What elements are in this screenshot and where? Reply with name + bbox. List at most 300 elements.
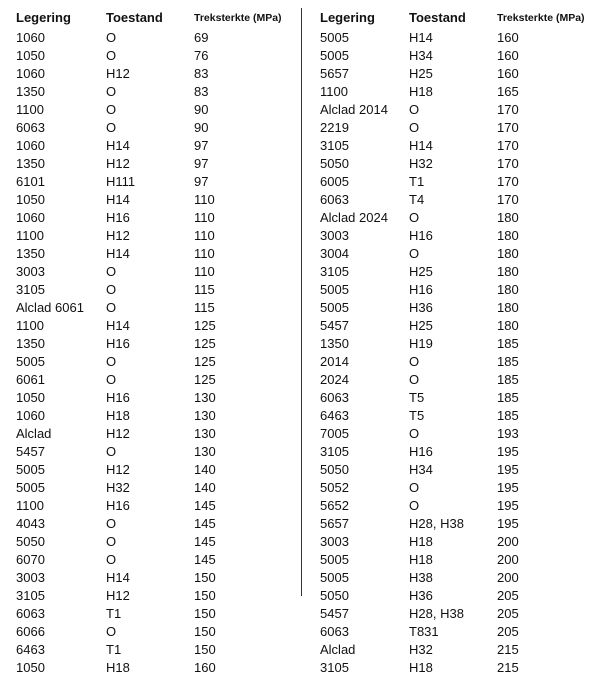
temper-cell: O	[106, 372, 117, 387]
alloy-cell: 6070	[16, 552, 45, 567]
alloy-cell: 1060	[16, 30, 45, 45]
table-row	[16, 173, 286, 191]
alloy-cell: Alclad 6061	[16, 300, 84, 315]
temper-cell: O	[106, 624, 117, 639]
alloy-cell: 5457	[16, 444, 45, 459]
strength-cell: 150	[194, 642, 216, 657]
alloy-cell: Alclad 2024	[320, 210, 388, 225]
alloy-cell: 7005	[320, 426, 349, 441]
alloy-cell: 1060	[16, 66, 45, 81]
alloy-cell: 6101	[16, 174, 45, 189]
temper-cell: H18	[409, 552, 433, 567]
alloy-cell: 1350	[16, 156, 45, 171]
temper-cell: H16	[409, 282, 433, 297]
alloy-cell: Alclad 2014	[320, 102, 388, 117]
alloy-cell: 1060	[16, 210, 45, 225]
table-row	[16, 65, 286, 83]
strength-cell: 145	[194, 516, 216, 531]
table-row	[320, 515, 592, 533]
alloy-cell: 5005	[320, 30, 349, 45]
table-row	[320, 371, 592, 389]
alloy-cell: 1050	[16, 390, 45, 405]
table-row	[320, 29, 592, 47]
temper-cell: H18	[409, 660, 433, 675]
table-row	[320, 119, 592, 137]
table-row	[16, 281, 286, 299]
temper-cell: O	[409, 246, 420, 261]
table-row	[320, 551, 592, 569]
strength-cell: 83	[194, 84, 209, 99]
table-row	[16, 83, 286, 101]
alloy-cell: 5050	[16, 534, 45, 549]
table-row	[16, 119, 286, 137]
temper-cell: H14	[409, 30, 433, 45]
table-row	[320, 47, 592, 65]
strength-cell: 170	[497, 174, 519, 189]
temper-cell: O	[409, 210, 420, 225]
temper-cell: O	[409, 372, 420, 387]
alloy-cell: 1060	[16, 138, 45, 153]
strength-cell: 110	[194, 192, 215, 207]
temper-cell: O	[409, 426, 420, 441]
strength-cell: 193	[497, 426, 519, 441]
table-row	[320, 623, 592, 641]
alloy-cell: 6063	[16, 120, 45, 135]
alloy-cell: 6066	[16, 624, 45, 639]
strength-cell: 205	[497, 624, 519, 639]
alloy-cell: 3004	[320, 246, 349, 261]
strength-cell: 185	[497, 372, 519, 387]
alloy-cell: 1100	[16, 102, 44, 117]
temper-cell: O	[409, 480, 420, 495]
table-row	[320, 245, 592, 263]
temper-cell: H25	[409, 66, 433, 81]
table-row	[16, 461, 286, 479]
alloy-cell: 2024	[320, 372, 349, 387]
temper-cell: H18	[409, 534, 433, 549]
temper-cell: H36	[409, 300, 433, 315]
temper-cell: H16	[106, 498, 130, 513]
alloy-cell: 3003	[16, 570, 45, 585]
temper-cell: T1	[106, 642, 122, 657]
strength-cell: 83	[194, 66, 209, 81]
table-row	[16, 353, 286, 371]
table-row	[16, 47, 286, 65]
table-row	[16, 569, 286, 587]
temper-cell: O	[106, 102, 117, 117]
header-row	[16, 9, 286, 29]
temper-cell: H14	[106, 318, 130, 333]
temper-cell: T1	[106, 606, 122, 621]
alloy-cell: 3105	[320, 138, 349, 153]
strength-cell: 180	[497, 228, 519, 243]
table-row	[16, 623, 286, 641]
temper-cell: O	[409, 498, 420, 513]
strength-cell: 115	[194, 300, 215, 315]
alloy-cell: 6063	[320, 192, 349, 207]
alloy-cell: 5050	[320, 462, 349, 477]
table-row	[16, 515, 286, 533]
table-row	[16, 317, 286, 335]
temper-cell: H34	[409, 462, 433, 477]
alloy-cell: 2014	[320, 354, 349, 369]
strength-cell: 69	[194, 30, 209, 45]
strength-cell: 97	[194, 174, 209, 189]
alloy-cell: 1100	[16, 228, 44, 243]
alloy-cell: 6463	[16, 642, 45, 657]
alloy-cell: 3105	[16, 588, 45, 603]
table-row	[320, 641, 592, 659]
alloy-cell: 1100	[16, 498, 44, 513]
strength-cell: 140	[194, 480, 216, 495]
table-row	[16, 209, 286, 227]
strength-cell: 145	[194, 498, 216, 513]
strength-cell: 200	[497, 534, 519, 549]
strength-cell: 150	[194, 570, 216, 585]
alloy-cell: 2219	[320, 120, 349, 135]
table-row	[16, 407, 286, 425]
alloy-cell: 3105	[320, 264, 349, 279]
table-row	[320, 299, 592, 317]
strength-cell: 180	[497, 318, 519, 333]
table-row	[16, 137, 286, 155]
strength-cell: 180	[497, 282, 519, 297]
table-row	[320, 659, 592, 677]
table-row	[320, 173, 592, 191]
temper-cell: H16	[106, 210, 130, 225]
right-rows	[320, 29, 592, 677]
temper-cell: T5	[409, 408, 425, 423]
strength-cell: 180	[497, 246, 519, 261]
strength-cell: 205	[497, 606, 519, 621]
strength-cell: 110	[194, 264, 215, 279]
strength-cell: 165	[497, 84, 519, 99]
table-row	[320, 461, 592, 479]
strength-cell: 160	[497, 30, 519, 45]
table-row	[320, 155, 592, 173]
table-row	[16, 587, 286, 605]
table-row	[16, 605, 286, 623]
table-row	[16, 497, 286, 515]
header-temper: Toestand	[106, 10, 163, 25]
alloy-cell: 5005	[320, 300, 349, 315]
header-row	[320, 9, 592, 29]
strength-cell: 170	[497, 102, 519, 117]
table-row	[16, 443, 286, 461]
alloy-cell: 6061	[16, 372, 45, 387]
strength-cell: 130	[194, 408, 216, 423]
table-row	[320, 479, 592, 497]
temper-cell: H16	[106, 336, 130, 351]
temper-cell: H12	[106, 156, 130, 171]
temper-cell: T5	[409, 390, 425, 405]
alloy-cell: 5052	[320, 480, 349, 495]
strength-cell: 215	[497, 660, 519, 675]
alloy-cell: 1100	[16, 318, 44, 333]
alloy-cell: 3003	[320, 534, 349, 549]
table-row	[320, 281, 592, 299]
table-row	[16, 155, 286, 173]
table-row	[320, 425, 592, 443]
strength-cell: 195	[497, 444, 519, 459]
strength-cell: 195	[497, 516, 519, 531]
alloy-cell: 5005	[16, 354, 45, 369]
table-row	[320, 209, 592, 227]
temper-cell: H34	[409, 48, 433, 63]
strength-cell: 170	[497, 138, 519, 153]
temper-cell: H12	[106, 462, 130, 477]
table-row	[16, 191, 286, 209]
strength-cell: 195	[497, 480, 519, 495]
alloy-cell: 3003	[320, 228, 349, 243]
alloy-cell: 1050	[16, 192, 45, 207]
column-divider	[301, 8, 302, 596]
temper-cell: H18	[106, 660, 130, 675]
alloy-cell: 1050	[16, 660, 45, 675]
strength-cell: 185	[497, 390, 519, 405]
strength-cell: 125	[194, 336, 216, 351]
alloy-cell: 1050	[16, 48, 45, 63]
table-row	[320, 335, 592, 353]
strength-cell: 125	[194, 372, 216, 387]
temper-cell: O	[106, 84, 117, 99]
strength-cell: 150	[194, 624, 216, 639]
strength-cell: 160	[497, 66, 519, 81]
temper-cell: O	[106, 282, 117, 297]
temper-cell: H28, H38	[409, 606, 464, 621]
strength-cell: 125	[194, 318, 216, 333]
temper-cell: H16	[106, 390, 130, 405]
temper-cell: H16	[409, 228, 433, 243]
temper-cell: H12	[106, 66, 130, 81]
alloy-cell: Alclad	[16, 426, 52, 441]
table-row	[16, 425, 286, 443]
alloy-cell: 1100	[320, 84, 348, 99]
alloy-cell: 6463	[320, 408, 349, 423]
table-row	[320, 191, 592, 209]
alloy-cell: 1350	[16, 246, 45, 261]
table-row	[16, 299, 286, 317]
alloy-cell: 5050	[320, 156, 349, 171]
strength-cell: 180	[497, 210, 519, 225]
strength-cell: 200	[497, 552, 519, 567]
alloy-cell: 3105	[320, 444, 349, 459]
alloy-cell: 3105	[320, 660, 349, 675]
strength-cell: 90	[194, 102, 209, 117]
temper-cell: H36	[409, 588, 433, 603]
strength-cell: 90	[194, 120, 209, 135]
strength-cell: 215	[497, 642, 519, 657]
strength-cell: 170	[497, 156, 519, 171]
alloy-cell: 5457	[320, 606, 349, 621]
header-temper: Toestand	[409, 10, 466, 25]
alloy-cell: 1350	[16, 84, 45, 99]
temper-cell: H19	[409, 336, 433, 351]
strength-cell: 97	[194, 138, 209, 153]
strength-cell: 150	[194, 588, 216, 603]
temper-cell: H32	[106, 480, 130, 495]
strength-cell: 97	[194, 156, 209, 171]
alloy-cell: 6063	[16, 606, 45, 621]
strength-cell: 125	[194, 354, 216, 369]
strength-cell: 130	[194, 444, 216, 459]
strength-cell: 145	[194, 552, 216, 567]
strength-cell: 110	[194, 246, 215, 261]
alloy-cell: 3105	[16, 282, 45, 297]
alloy-cell: 5005	[320, 282, 349, 297]
alloy-cell: 5652	[320, 498, 349, 513]
temper-cell: O	[106, 120, 117, 135]
temper-cell: O	[106, 354, 117, 369]
strength-cell: 185	[497, 354, 519, 369]
header-alloy: Legering	[320, 10, 375, 25]
alloy-cell: 4043	[16, 516, 45, 531]
alloy-cell: 6063	[320, 624, 349, 639]
temper-cell: O	[409, 354, 420, 369]
temper-cell: H111	[106, 174, 136, 189]
table-row	[16, 245, 286, 263]
alloy-cell: Alclad	[320, 642, 356, 657]
temper-cell: O	[106, 516, 117, 531]
strength-cell: 76	[194, 48, 209, 63]
temper-cell: H18	[409, 84, 433, 99]
header-strength: Treksterkte (MPa)	[194, 12, 282, 24]
strength-cell: 195	[497, 498, 519, 513]
alloy-cell: 5005	[320, 48, 349, 63]
strength-cell: 150	[194, 606, 216, 621]
table-row	[16, 335, 286, 353]
alloy-cell: 3003	[16, 264, 45, 279]
strength-cell: 185	[497, 336, 519, 351]
temper-cell: O	[106, 300, 117, 315]
temper-cell: O	[106, 264, 117, 279]
alloy-cell: 5005	[320, 570, 349, 585]
temper-cell: H16	[409, 444, 433, 459]
alloy-cell: 5005	[16, 462, 45, 477]
table-row	[320, 605, 592, 623]
temper-cell: O	[409, 102, 420, 117]
temper-cell: H14	[106, 246, 130, 261]
table-row	[16, 533, 286, 551]
table-row	[320, 587, 592, 605]
table-row	[16, 263, 286, 281]
temper-cell: H25	[409, 318, 433, 333]
strength-cell: 180	[497, 264, 519, 279]
strength-cell: 160	[194, 660, 216, 675]
alloy-cell: 1060	[16, 408, 45, 423]
table-row	[320, 533, 592, 551]
alloy-cell: 6063	[320, 390, 349, 405]
strength-cell: 195	[497, 462, 519, 477]
table-row	[320, 389, 592, 407]
table-row	[16, 371, 286, 389]
temper-cell: H25	[409, 264, 433, 279]
table-row	[320, 569, 592, 587]
header-strength: Treksterkte (MPa)	[497, 12, 585, 24]
temper-cell: O	[106, 552, 117, 567]
table-row	[320, 65, 592, 83]
left-rows	[16, 29, 286, 677]
strength-cell: 110	[194, 228, 215, 243]
header-alloy: Legering	[16, 10, 71, 25]
table-row	[320, 497, 592, 515]
strength-cell: 145	[194, 534, 216, 549]
temper-cell: H12	[106, 588, 130, 603]
temper-cell: H12	[106, 228, 130, 243]
alloy-cell: 5005	[320, 552, 349, 567]
alloy-cell: 5457	[320, 318, 349, 333]
alloy-cell: 5657	[320, 516, 349, 531]
temper-cell: T1	[409, 174, 425, 189]
strength-cell: 200	[497, 570, 519, 585]
table-row	[16, 227, 286, 245]
strength-cell: 160	[497, 48, 519, 63]
strength-cell: 130	[194, 390, 216, 405]
table-row	[320, 227, 592, 245]
temper-cell: H12	[106, 426, 130, 441]
temper-cell: H14	[409, 138, 433, 153]
temper-cell: O	[106, 48, 117, 63]
temper-cell: O	[106, 444, 117, 459]
table-row	[16, 659, 286, 677]
table-row	[320, 407, 592, 425]
alloy-cell: 1350	[16, 336, 45, 351]
alloy-cell: 5005	[16, 480, 45, 495]
strength-cell: 115	[194, 282, 215, 297]
temper-cell: T4	[409, 192, 425, 207]
table-row	[320, 101, 592, 119]
table-left-column	[16, 9, 286, 677]
temper-cell: H14	[106, 138, 130, 153]
strength-cell: 185	[497, 408, 519, 423]
temper-cell: H14	[106, 192, 130, 207]
table-row	[320, 353, 592, 371]
table-row	[16, 641, 286, 659]
temper-cell: H28, H38	[409, 516, 464, 531]
table-row	[16, 29, 286, 47]
table-row	[16, 479, 286, 497]
table-row	[16, 101, 286, 119]
table-row	[320, 83, 592, 101]
table-row	[320, 137, 592, 155]
temper-cell: T831	[409, 624, 439, 639]
temper-cell: H32	[409, 156, 433, 171]
table-row	[16, 389, 286, 407]
table-row	[320, 443, 592, 461]
strength-cell: 205	[497, 588, 519, 603]
temper-cell: H32	[409, 642, 433, 657]
strength-cell: 170	[497, 192, 519, 207]
table-right-column	[320, 9, 592, 677]
temper-cell: H14	[106, 570, 130, 585]
temper-cell: O	[409, 120, 420, 135]
alloy-cell: 6005	[320, 174, 349, 189]
strength-cell: 180	[497, 300, 519, 315]
strength-cell: 130	[194, 426, 216, 441]
strength-cell: 110	[194, 210, 215, 225]
temper-cell: O	[106, 534, 117, 549]
alloy-cell: 5657	[320, 66, 349, 81]
table-row	[16, 551, 286, 569]
strength-cell: 140	[194, 462, 216, 477]
temper-cell: O	[106, 30, 117, 45]
alloy-cell: 5050	[320, 588, 349, 603]
table-row	[320, 317, 592, 335]
alloy-cell: 1350	[320, 336, 349, 351]
strength-cell: 170	[497, 120, 519, 135]
temper-cell: H38	[409, 570, 433, 585]
temper-cell: H18	[106, 408, 130, 423]
